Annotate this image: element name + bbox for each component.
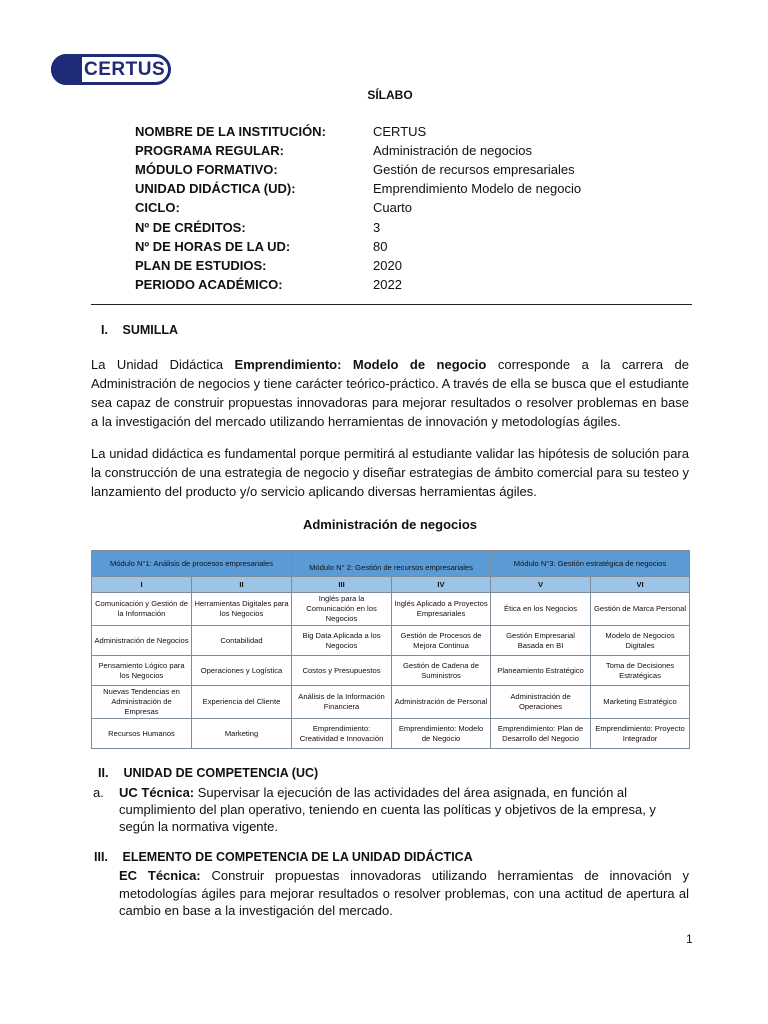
course-cell: Gestión de Procesos de Mejora Continua	[392, 626, 491, 656]
info-label: PROGRAMA REGULAR:	[135, 143, 285, 159]
course-cell: Recursos Humanos	[92, 719, 192, 749]
certus-logo	[51, 54, 171, 85]
page-number: 1	[686, 932, 693, 946]
course-cell: Emprendimiento: Proyecto Integrador	[591, 719, 690, 749]
ec-tecnica-paragraph	[119, 867, 689, 920]
section-number: I.	[101, 323, 108, 337]
info-row	[135, 256, 655, 275]
section-title: UNIDAD DE COMPETENCIA (UC)	[123, 766, 319, 780]
uc-tecnica-text	[119, 784, 689, 835]
course-cell: Inglés para la Comunicación en los Negocios	[292, 593, 392, 626]
course-cell: Análisis de la Información Financiera	[292, 686, 392, 719]
info-label: Nº DE HORAS DE LA UD:	[135, 238, 291, 254]
course-cell: Inglés Aplicado a Proyectos Empresariales	[392, 593, 491, 626]
info-value: 2020	[373, 257, 402, 273]
course-cell: Toma de Decisiones Estratégicas	[591, 656, 690, 686]
course-cell: Modelo de Negocios Digitales	[591, 626, 690, 656]
section-number: III.	[94, 850, 108, 864]
cycle-header: I	[92, 577, 192, 593]
unit-name-bold: Emprendimiento: Modelo de negocio	[234, 357, 487, 372]
cycle-header-row	[92, 577, 690, 593]
ec-tecnica-description: Construir propuestas innovadoras utilizando herramientas de innovación y metodologías ágiles para mejorar resultados o resolver problemas, con una actitud de apertura al cambio en base a la investigación del mercado.	[119, 868, 689, 918]
logo-text: CERTUS	[84, 59, 166, 80]
uc-tecnica-label: UC Técnica:	[119, 785, 195, 800]
course-cell: Operaciones y Logística	[192, 656, 292, 686]
section-number: II.	[98, 766, 109, 780]
course-cell: Gestión de Cadena de Suministros	[392, 656, 491, 686]
horizontal-divider	[91, 304, 692, 305]
table-row	[92, 656, 690, 686]
info-row	[135, 160, 655, 179]
info-row	[135, 237, 655, 256]
info-value: 3	[373, 219, 381, 235]
info-value: Cuarto	[373, 200, 413, 216]
list-marker: a.	[93, 785, 104, 800]
table-row	[92, 719, 690, 749]
table-row	[92, 593, 690, 626]
course-cell: Herramientas Digitales para los Negocios	[192, 593, 292, 626]
curriculum-table	[91, 550, 690, 749]
info-value: Emprendimiento Modelo de negocio	[373, 181, 582, 197]
course-cell: Costos y Presupuestos	[292, 656, 392, 686]
course-cell: Gestión Empresarial Basada en BI	[491, 626, 591, 656]
info-label: Nº DE CRÉDITOS:	[135, 219, 246, 235]
course-cell: Ética en los Negocios	[491, 593, 591, 626]
info-value: 80	[373, 238, 388, 254]
info-label: PLAN DE ESTUDIOS:	[135, 257, 267, 273]
course-info	[135, 122, 655, 294]
sumilla-paragraph-1	[91, 355, 689, 431]
course-cell: Administración de Operaciones	[491, 686, 591, 719]
cycle-header: VI	[591, 577, 690, 593]
uc-tecnica-description: Supervisar la ejecución de las actividades del área asignada, en función al cumplimiento del plan operativo, teniendo en cuenta las políticas y objetivos de la empresa, y según la normativa vigente.	[119, 785, 656, 834]
section-title: SUMILLA	[122, 323, 179, 337]
sumilla-paragraph-2: La unidad didáctica es fundamental porque permitirá al estudiante validar las hipótesis de solución para la construcción de una estrategia de negocio y diseñar estrategias de ámbito comercial para su testeo y lanzamiento del producto y/o servicio aplicando diversas herramientas ágiles.	[91, 446, 689, 499]
info-label: NOMBRE DE LA INSTITUCIÓN:	[135, 124, 326, 140]
table-row	[92, 626, 690, 656]
module-header-row	[92, 551, 690, 577]
sumilla-text: La Unidad Didáctica	[91, 357, 235, 372]
cycle-header: II	[192, 577, 292, 593]
course-cell: Marketing	[192, 719, 292, 749]
course-cell: Administración de Personal	[392, 686, 491, 719]
cycle-header: IV	[392, 577, 491, 593]
info-label: MÓDULO FORMATIVO:	[135, 162, 278, 178]
logo-mark-icon	[51, 54, 82, 85]
cycle-header: III	[292, 577, 392, 593]
course-cell: Emprendimiento: Modelo de Negocio	[392, 719, 491, 749]
module-header: Módulo N° 2: Gestión de recursos empresariales	[292, 551, 491, 577]
section-title: ELEMENTO DE COMPETENCIA DE LA UNIDAD DIDÁCTICA	[122, 850, 473, 864]
table-row	[92, 686, 690, 719]
ec-tecnica-label: EC Técnica:	[119, 868, 201, 883]
info-row	[135, 141, 655, 160]
section-heading-sumilla	[101, 323, 178, 337]
info-row	[135, 122, 655, 141]
info-row	[135, 217, 655, 236]
module-header: Módulo N°1: Análisis de procesos empresariales	[92, 551, 292, 577]
section-heading-competencia	[98, 766, 318, 780]
info-label: PERIODO ACADÉMICO:	[135, 276, 283, 292]
course-cell: Emprendimiento: Plan de Desarrollo del Negocio	[491, 719, 591, 749]
section-heading-elemento	[94, 850, 473, 864]
uc-tecnica-item	[93, 784, 689, 835]
info-label: CICLO:	[135, 200, 180, 216]
info-label: UNIDAD DIDÁCTICA (UD):	[135, 181, 296, 197]
course-cell: Pensamiento Lógico para los Negocios	[92, 656, 192, 686]
course-cell: Gestión de Marca Personal	[591, 593, 690, 626]
sumilla-text: corresponde a la carrera de Administración de negocios y tiene carácter teórico-práctico. A través de ella se busca que el estudiante sea capaz de construir propuestas innovadoras para mejorar resultados o resolver problemas en base a la investigación del mercado utilizando herramientas de innovación y metodologías ágiles.	[91, 357, 689, 429]
info-value: Administración de negocios	[373, 143, 532, 159]
course-cell: Marketing Estratégico	[591, 686, 690, 719]
document-title: SÍLABO	[367, 88, 413, 102]
info-value: CERTUS	[373, 124, 427, 140]
module-header: Módulo N°3: Gestión estratégica de negocios	[491, 551, 690, 577]
info-value: Gestión de recursos empresariales	[373, 162, 575, 178]
course-cell: Comunicación y Gestión de la Información	[92, 593, 192, 626]
course-cell: Administración de Negocios	[92, 626, 192, 656]
info-row	[135, 179, 655, 198]
course-cell: Emprendimiento: Creatividad e Innovación	[292, 719, 392, 749]
course-cell: Contabilidad	[192, 626, 292, 656]
course-cell: Nuevas Tendencias en Administración de Empresas	[92, 686, 192, 719]
info-row	[135, 275, 655, 294]
info-row	[135, 198, 655, 217]
course-cell: Big Data Aplicada a los Negocios	[292, 626, 392, 656]
info-value: 2022	[373, 276, 402, 292]
course-cell: Experiencia del Cliente	[192, 686, 292, 719]
cycle-header: V	[491, 577, 591, 593]
course-cell: Planeamiento Estratégico	[491, 656, 591, 686]
curriculum-table-title: Administración de negocios	[302, 517, 478, 532]
